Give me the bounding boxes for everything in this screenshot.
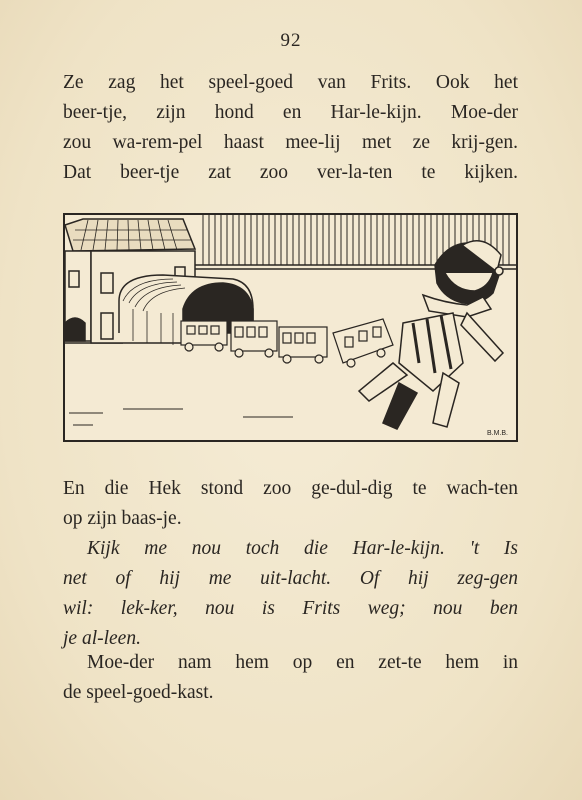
- text-line: wil: lek-ker, nou is Frits weg; nou ben: [63, 598, 518, 619]
- illustrator-signature: B.M.B.: [487, 430, 509, 437]
- paragraph-2: [63, 474, 518, 534]
- text-line: zou wa-rem-pel haast mee-lij met ze krij-gen.: [63, 132, 518, 153]
- paragraph-3: [63, 534, 518, 654]
- text-line: Dat beer-tje zat zoo ver-la-ten te kijken.: [63, 162, 518, 183]
- text-line: beer-tje, zijn hond en Har-le-kijn. Moe-der: [63, 102, 518, 123]
- text-line: op zijn baas-je.: [63, 508, 182, 529]
- text-line: Moe-der nam hem op en zet-te hem in: [87, 652, 518, 673]
- text-line: je al-leen.: [63, 628, 141, 649]
- text-line: Kijk me nou toch die Har-le-kijn. 't Is: [87, 538, 518, 559]
- toy-illustration: [63, 213, 518, 442]
- paragraph-4: [63, 648, 518, 708]
- text-line: de speel-goed-kast.: [63, 682, 214, 703]
- page-number: 92: [280, 30, 302, 51]
- text-line: En die Hek stond zoo ge-dul-dig te wach-ten: [63, 478, 518, 499]
- text-line: Ze zag het speel-goed van Frits. Ook het: [63, 72, 518, 93]
- text-line: net of hij me uit-lacht. Of hij zeg-gen: [63, 568, 518, 589]
- paragraph-1: [63, 68, 518, 188]
- illustration-drawing: [63, 213, 518, 442]
